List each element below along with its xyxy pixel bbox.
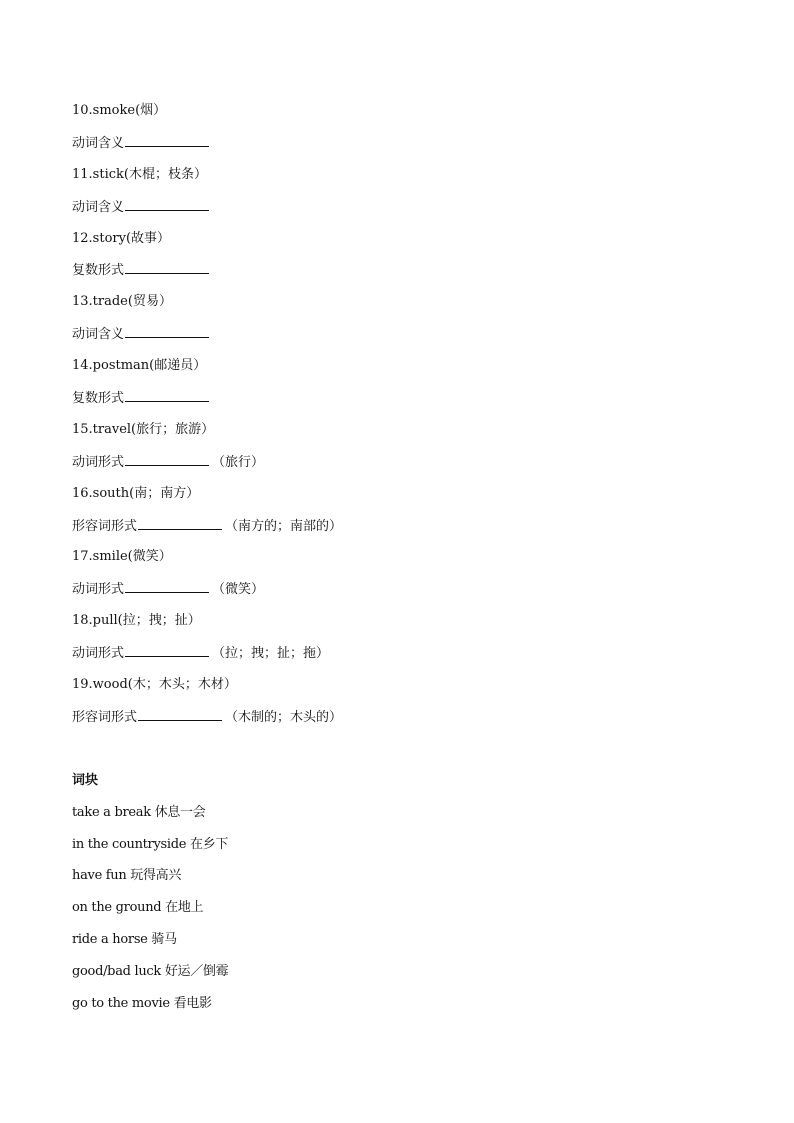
vocab-answer-line xyxy=(72,387,722,419)
section-spacer xyxy=(72,738,722,770)
vocab-word: 19.wood(木；木头；木材） xyxy=(72,677,237,693)
vocab-word: 15.travel(旅行；旅游） xyxy=(72,421,215,437)
vocab-word: 14.postman(邮递员） xyxy=(72,358,207,374)
vocab-word: 17.smile(微笑） xyxy=(72,549,172,565)
answer-hint: （木制的；木头的） xyxy=(225,709,343,725)
vocab-word-line xyxy=(72,546,722,578)
answer-blank[interactable] xyxy=(125,259,209,274)
phrase-item: take a break 休息一会 xyxy=(72,804,206,820)
vocab-word-line xyxy=(72,419,722,451)
form-label: 形容词形式 xyxy=(72,709,138,725)
form-label: 动词含义 xyxy=(72,135,125,151)
answer-blank[interactable] xyxy=(125,642,209,657)
answer-hint: （旅行） xyxy=(212,454,265,470)
worksheet-content xyxy=(72,100,722,1025)
vocab-word: 16.south(南；南方） xyxy=(72,485,200,501)
vocab-answer-line xyxy=(72,451,722,483)
vocab-word: 13.trade(贸易） xyxy=(72,294,172,310)
answer-blank[interactable] xyxy=(138,706,222,721)
answer-blank[interactable] xyxy=(125,451,209,466)
form-label: 形容词形式 xyxy=(72,518,138,534)
answer-blank[interactable] xyxy=(125,196,209,211)
form-label: 动词含义 xyxy=(72,199,125,215)
answer-hint: （拉；拽；扯；拖） xyxy=(212,646,330,662)
section-heading: 词块 xyxy=(72,772,99,788)
form-label: 动词形式 xyxy=(72,582,125,598)
form-label: 动词含义 xyxy=(72,327,125,343)
answer-hint: （南方的；南部的） xyxy=(225,518,343,534)
vocab-answer-line xyxy=(72,578,722,610)
form-label: 动词形式 xyxy=(72,646,125,662)
form-label: 复数形式 xyxy=(72,263,125,279)
vocab-word-line xyxy=(72,610,722,642)
answer-blank[interactable] xyxy=(125,323,209,338)
answer-blank[interactable] xyxy=(125,387,209,402)
vocab-word: 12.story(故事） xyxy=(72,230,171,246)
phrase-item: have fun 玩得高兴 xyxy=(72,868,182,884)
phrase-item: ride a horse 骑马 xyxy=(72,932,177,948)
vocab-answer-line xyxy=(72,706,722,738)
form-label: 动词形式 xyxy=(72,454,125,470)
phrase-item: in the countryside 在乡下 xyxy=(72,836,229,852)
vocab-word-line xyxy=(72,100,722,132)
phrase-item: good/bad luck 好运／倒霉 xyxy=(72,964,229,980)
phrase-item: on the ground 在地上 xyxy=(72,900,204,916)
vocab-answer-line xyxy=(72,132,722,164)
vocab-answer-line xyxy=(72,196,722,228)
vocab-answer-line xyxy=(72,323,722,355)
vocab-answer-line xyxy=(72,515,722,547)
vocab-word: 18.pull(拉；拽；扯） xyxy=(72,613,201,629)
vocab-word-line xyxy=(72,228,722,260)
vocab-word-line xyxy=(72,164,722,196)
vocab-word: 11.stick(木棍；枝条） xyxy=(72,166,207,182)
vocab-word: 10.smoke(烟） xyxy=(72,103,167,118)
vocab-word-line xyxy=(72,674,722,706)
vocab-answer-line xyxy=(72,642,722,674)
answer-blank[interactable] xyxy=(125,578,209,593)
answer-hint: （微笑） xyxy=(212,582,265,598)
vocab-answer-line xyxy=(72,259,722,291)
phrase-item: go to the movie 看电影 xyxy=(72,996,212,1012)
vocab-word-line xyxy=(72,483,722,515)
answer-blank[interactable] xyxy=(125,132,209,147)
form-label: 复数形式 xyxy=(72,391,125,407)
vocab-word-line xyxy=(72,291,722,323)
answer-blank[interactable] xyxy=(138,515,222,530)
vocab-word-line xyxy=(72,355,722,387)
